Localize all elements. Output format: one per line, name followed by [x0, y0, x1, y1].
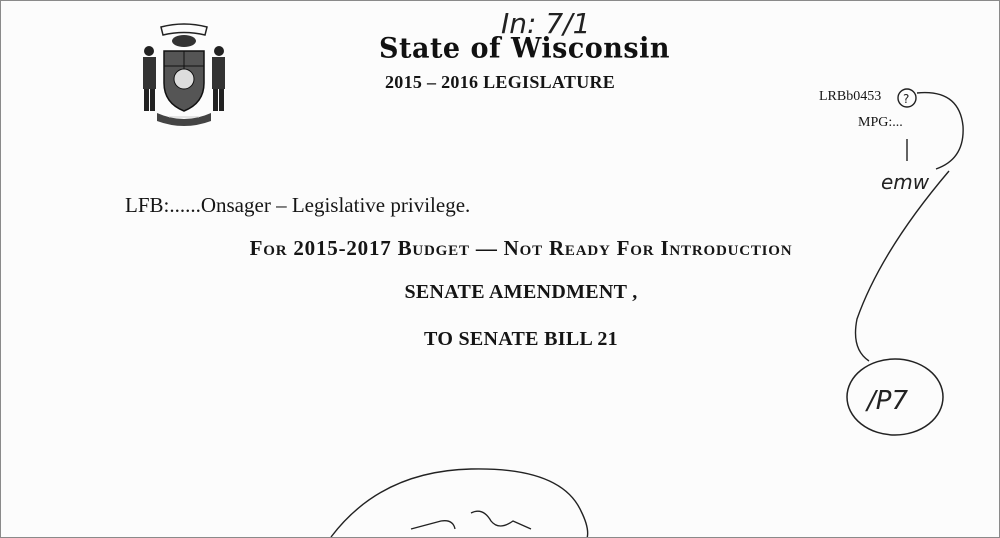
state-title: State of Wisconsin: [379, 32, 671, 65]
signature-strokes: [411, 511, 531, 529]
signature-scribble: [331, 469, 588, 538]
legislature-heading: 2015 – 2016 LEGISLATURE: [385, 72, 616, 92]
lrb-number: LRBb0453: [819, 89, 882, 104]
handwritten-top-note: In: 7/1: [501, 7, 591, 40]
status-heading: For 2015-2017 Budget — Not Ready For Introduction: [249, 236, 793, 260]
handwritten-side-note: emw: [881, 170, 930, 194]
wisconsin-seal-icon: [129, 21, 239, 133]
handwritten-question-mark: ?: [903, 92, 910, 106]
bill-heading: TO SENATE BILL 21: [424, 328, 618, 350]
lfb-line: LFB:......Onsager – Legislative privilege.: [125, 193, 471, 217]
circle-mark-icon: [898, 89, 916, 107]
amendment-heading: SENATE AMENDMENT ,: [404, 281, 638, 303]
bracket-stroke: [917, 93, 963, 169]
count-circle-icon: [847, 359, 943, 435]
drafter-initials: MPG:...: [858, 115, 903, 130]
handwritten-count: /P7: [867, 386, 908, 416]
